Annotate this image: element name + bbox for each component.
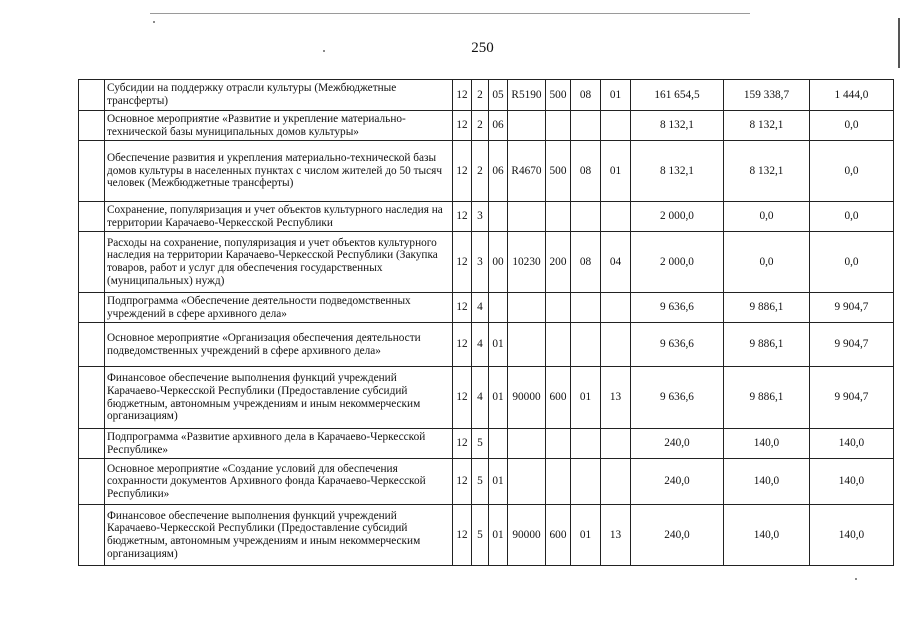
amount-cell: 9 904,7	[810, 293, 894, 323]
amount-cell: 1 444,0	[810, 80, 894, 111]
amount-cell: 2 000,0	[631, 202, 724, 232]
code-cell	[546, 323, 571, 367]
amount-cell: 0,0	[724, 202, 810, 232]
code-cell: 06	[489, 111, 508, 141]
row-name: Подпрограмма «Обеспечение деятельности подведомственных учреждений в сфере архивного дела»	[105, 293, 453, 323]
code-cell: 2	[472, 80, 489, 111]
scan-speck	[153, 21, 155, 23]
amount-cell: 9 886,1	[724, 323, 810, 367]
code-cell: 01	[489, 367, 508, 429]
code-cell: 12	[453, 293, 472, 323]
code-cell: 05	[489, 80, 508, 111]
code-cell	[508, 111, 546, 141]
code-cell: 4	[472, 323, 489, 367]
amount-cell: 9 904,7	[810, 367, 894, 429]
code-cell: 12	[453, 111, 472, 141]
code-cell: 2	[472, 111, 489, 141]
table-row	[79, 429, 894, 459]
code-cell: 12	[453, 367, 472, 429]
code-cell: 12	[453, 459, 472, 505]
row-name: Основное мероприятие «Создание условий для обеспечения сохранности документов Архивного фонда Карачаево-Черкесской Республики»	[105, 459, 453, 505]
amount-cell: 9 886,1	[724, 293, 810, 323]
table-body	[79, 80, 894, 566]
amount-cell: 140,0	[724, 429, 810, 459]
row-name: Подпрограмма «Развитие архивного дела в Карачаево-Черкесской Республике»	[105, 429, 453, 459]
code-cell: R4670	[508, 141, 546, 202]
amount-cell: 140,0	[724, 505, 810, 566]
amount-cell: 240,0	[631, 505, 724, 566]
amount-cell: 9 904,7	[810, 323, 894, 367]
code-cell: 600	[546, 505, 571, 566]
code-cell: 01	[601, 80, 631, 111]
blank-cell	[79, 141, 105, 202]
code-cell: 13	[601, 367, 631, 429]
code-cell: 00	[489, 232, 508, 293]
code-cell	[546, 293, 571, 323]
code-cell: 4	[472, 293, 489, 323]
amount-cell: 240,0	[631, 429, 724, 459]
table-row	[79, 293, 894, 323]
code-cell: 12	[453, 429, 472, 459]
code-cell: 5	[472, 429, 489, 459]
code-cell: 01	[489, 459, 508, 505]
code-cell: 08	[571, 232, 601, 293]
code-cell: 12	[453, 202, 472, 232]
code-cell: 01	[489, 505, 508, 566]
code-cell	[508, 202, 546, 232]
code-cell: 10230	[508, 232, 546, 293]
blank-cell	[79, 367, 105, 429]
table-row	[79, 111, 894, 141]
row-name: Финансовое обеспечение выполнения функций учреждений Карачаево-Черкесской Республики (Предоставление субсидий бюджетным, автономным учреждениям и иным некоммерческим организациям)	[105, 367, 453, 429]
code-cell	[546, 202, 571, 232]
row-name: Основное мероприятие «Развитие и укрепление материально-технической базы муниципальных домов культуры»	[105, 111, 453, 141]
code-cell	[571, 323, 601, 367]
code-cell: 04	[601, 232, 631, 293]
blank-cell	[79, 202, 105, 232]
amount-cell: 140,0	[810, 429, 894, 459]
amount-cell: 9 636,6	[631, 367, 724, 429]
blank-cell	[79, 459, 105, 505]
page-number: 250	[471, 40, 494, 56]
budget-table	[78, 79, 894, 566]
table-row	[79, 141, 894, 202]
code-cell: 200	[546, 232, 571, 293]
table-row	[79, 505, 894, 566]
blank-cell	[79, 293, 105, 323]
amount-cell: 0,0	[810, 232, 894, 293]
row-name: Обеспечение развития и укрепления материально-технической базы домов культуры в населенных пунктах с числом жителей до 50 тысяч человек (Межбюджетные трансферты)	[105, 141, 453, 202]
code-cell	[601, 293, 631, 323]
code-cell	[546, 459, 571, 505]
amount-cell: 140,0	[724, 459, 810, 505]
code-cell: 12	[453, 141, 472, 202]
code-cell: 01	[601, 141, 631, 202]
blank-cell	[79, 232, 105, 293]
code-cell: 13	[601, 505, 631, 566]
code-cell: 600	[546, 367, 571, 429]
code-cell	[489, 202, 508, 232]
table-row	[79, 202, 894, 232]
code-cell: 5	[472, 505, 489, 566]
code-cell: 08	[571, 141, 601, 202]
code-cell: 01	[571, 367, 601, 429]
row-name: Субсидии на поддержку отрасли культуры (Межбюджетные трансферты)	[105, 80, 453, 111]
code-cell: 500	[546, 80, 571, 111]
code-cell: 500	[546, 141, 571, 202]
row-name: Расходы на сохранение, популяризация и учет объектов культурного наследия на территории Карачаево-Черкесской Республики (Закупка товаров, работ и услуг для обеспечения государственных (муниципальных) нужд)	[105, 232, 453, 293]
code-cell	[571, 429, 601, 459]
amount-cell: 8 132,1	[724, 111, 810, 141]
amount-cell: 8 132,1	[724, 141, 810, 202]
table-row	[79, 459, 894, 505]
amount-cell: 159 338,7	[724, 80, 810, 111]
blank-cell	[79, 323, 105, 367]
code-cell: 12	[453, 505, 472, 566]
amount-cell: 140,0	[810, 505, 894, 566]
amount-cell: 240,0	[631, 459, 724, 505]
code-cell: 12	[453, 232, 472, 293]
amount-cell: 8 132,1	[631, 111, 724, 141]
blank-cell	[79, 429, 105, 459]
amount-cell: 2 000,0	[631, 232, 724, 293]
code-cell: 12	[453, 80, 472, 111]
code-cell	[508, 293, 546, 323]
row-name: Финансовое обеспечение выполнения функций учреждений Карачаево-Черкесской Республики (Предоставление субсидий бюджетным, автономным учреждениям и иным некоммерческим организациям)	[105, 505, 453, 566]
blank-cell	[79, 505, 105, 566]
code-cell	[571, 293, 601, 323]
code-cell: 90000	[508, 367, 546, 429]
code-cell: 3	[472, 202, 489, 232]
code-cell: 01	[489, 323, 508, 367]
code-cell: R5190	[508, 80, 546, 111]
code-cell	[546, 111, 571, 141]
blank-cell	[79, 111, 105, 141]
code-cell	[601, 459, 631, 505]
code-cell	[601, 111, 631, 141]
code-cell	[601, 429, 631, 459]
code-cell	[489, 293, 508, 323]
row-name: Основное мероприятие «Организация обеспечения деятельности подведомственных учреждений в сфере архивного дела»	[105, 323, 453, 367]
code-cell: 2	[472, 141, 489, 202]
code-cell	[546, 429, 571, 459]
amount-cell: 161 654,5	[631, 80, 724, 111]
code-cell	[571, 459, 601, 505]
amount-cell: 9 886,1	[724, 367, 810, 429]
amount-cell: 140,0	[810, 459, 894, 505]
code-cell: 12	[453, 323, 472, 367]
scan-top-edge	[150, 13, 750, 14]
code-cell	[601, 323, 631, 367]
code-cell	[508, 429, 546, 459]
code-cell	[571, 111, 601, 141]
code-cell: 06	[489, 141, 508, 202]
amount-cell: 0,0	[810, 202, 894, 232]
code-cell	[508, 323, 546, 367]
amount-cell: 0,0	[810, 111, 894, 141]
blank-cell	[79, 80, 105, 111]
amount-cell: 8 132,1	[631, 141, 724, 202]
table-row	[79, 367, 894, 429]
code-cell: 90000	[508, 505, 546, 566]
code-cell	[489, 429, 508, 459]
amount-cell: 9 636,6	[631, 293, 724, 323]
code-cell: 01	[571, 505, 601, 566]
code-cell	[571, 202, 601, 232]
code-cell: 08	[571, 80, 601, 111]
code-cell: 4	[472, 367, 489, 429]
table-row	[79, 232, 894, 293]
amount-cell: 0,0	[810, 141, 894, 202]
table-row	[79, 80, 894, 111]
amount-cell: 9 636,6	[631, 323, 724, 367]
amount-cell: 0,0	[724, 232, 810, 293]
code-cell: 3	[472, 232, 489, 293]
table-row	[79, 323, 894, 367]
code-cell	[601, 202, 631, 232]
code-cell	[508, 459, 546, 505]
code-cell: 5	[472, 459, 489, 505]
row-name: Сохранение, популяризация и учет объектов культурного наследия на территории Карачаево-Черкесской Республики	[105, 202, 453, 232]
scan-speck	[855, 578, 857, 580]
